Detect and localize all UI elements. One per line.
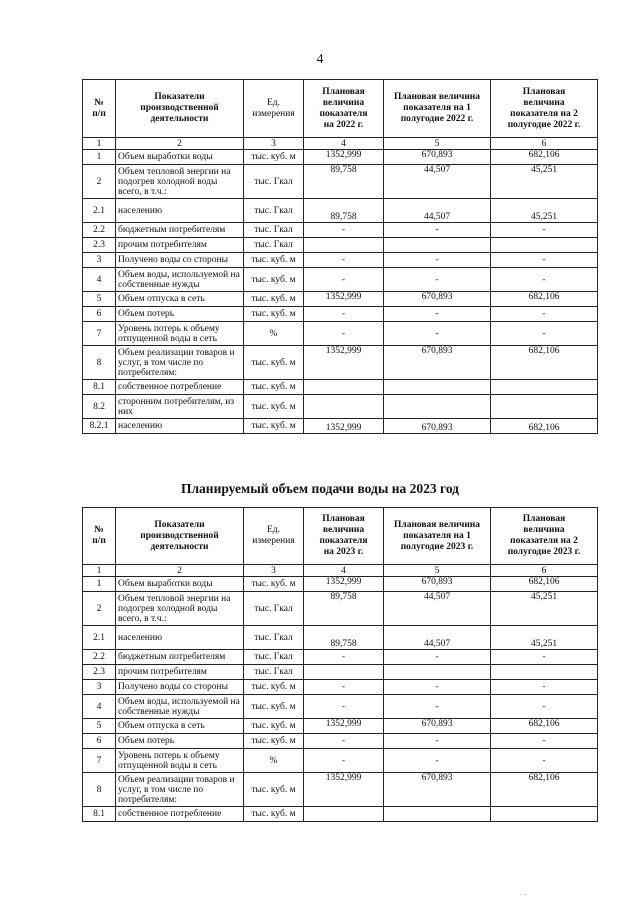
indicator-name: Объем воды, используемой на собственные нужды [116,268,244,292]
indicator-name: Уровень потерь к объему отпущенной воды в сеть [116,322,244,346]
table-row [83,749,598,773]
plan-value [304,238,384,253]
row-number: 8 [83,346,116,380]
header-line: полугодие 2023 г. [400,541,474,552]
column-index: 3 [244,138,304,150]
table-row [83,268,598,292]
unit-of-measure: тыс. Гкал [244,199,304,223]
indicator-name: собственное потребление [116,807,244,822]
table-row [83,695,598,719]
header-line: величина [523,97,565,108]
unit-of-measure: тыс. Гкал [244,238,304,253]
half2-value: 682,106 [491,150,598,165]
table-row [83,680,598,695]
unit-of-measure: % [244,749,304,773]
half2-value: 682,106 [491,719,598,734]
header-unit [244,80,304,138]
plan-value: - [304,223,384,238]
half1-value: - [384,268,491,292]
unit-of-measure: тыс. Гкал [244,650,304,665]
plan-value: - [304,322,384,346]
half2-value [491,665,598,680]
unit-of-measure: тыс. куб. м [244,292,304,307]
header-line: на 2023 г. [323,547,364,557]
unit-of-measure: тыс. куб. м [244,395,304,419]
section-title: Планируемый объем подачи воды на 2023 год [180,481,460,496]
column-index: 5 [384,138,491,150]
table-row [83,165,598,199]
table-row [83,380,598,395]
unit-of-measure: тыс. Гкал [244,165,304,199]
half1-value: 670,893 [384,346,491,380]
plan-value [304,395,384,419]
plan-value: 1352,999 [304,292,384,307]
half1-value: 670,893 [384,419,491,434]
plan-value: 1352,999 [304,150,384,165]
row-number: 5 [83,719,116,734]
indicator-name: собственное потребление [116,380,244,395]
header-line: деятельности [150,541,209,552]
row-number: 3 [83,680,116,695]
row-number: 5 [83,292,116,307]
header-line: Ед. [266,97,280,108]
header-line: Показатели [154,92,205,102]
half1-value: 670,893 [384,577,491,592]
indicator-name: Получено воды со стороны [116,680,244,695]
row-number: 1 [83,150,116,165]
table-row [83,346,598,380]
indicator-name: Уровень потерь к объему отпущенной воды в сеть [116,749,244,773]
plan-value: - [304,734,384,749]
unit-of-measure: тыс. куб. м [244,268,304,292]
table-row [83,253,598,268]
unit-of-measure: тыс. куб. м [244,734,304,749]
half2-value: - [491,307,598,322]
indicator-name: Объем тепловой энергии на подогрев холодной воды всего, в т.ч.: [116,165,244,199]
half2-value: 45,251 [491,199,598,223]
unit-of-measure: тыс. куб. м [244,307,304,322]
indicator-name: населению [116,419,244,434]
header-h1 [384,508,491,565]
row-number: 6 [83,734,116,749]
header-plan [304,508,384,565]
half1-value: - [384,749,491,773]
row-number: 8.2.1 [83,419,116,434]
table-row [83,719,598,734]
row-number: 8.1 [83,380,116,395]
column-index: 6 [491,138,598,150]
column-index: 3 [244,565,304,577]
header-unit [244,508,304,565]
row-number: 2.3 [83,238,116,253]
row-number: 2.2 [83,223,116,238]
plan-value: - [304,749,384,773]
row-number: 2 [83,165,116,199]
plan-value: 1352,999 [304,773,384,807]
indicators-table-2023 [82,507,598,822]
half1-value: 670,893 [384,773,491,807]
header-name [116,508,244,565]
table-row [83,577,598,592]
header-line: Плановая [522,86,566,97]
column-index-row [83,565,598,577]
indicator-name: прочим потребителям [116,238,244,253]
half1-value: - [384,734,491,749]
plan-value: - [304,268,384,292]
indicator-name: бюджетным потребителям [116,650,244,665]
header-line: на 2022 г. [323,119,364,130]
header-line: п/п [92,108,106,119]
table-row [83,592,598,626]
header-line: п/п [92,536,106,546]
unit-of-measure: тыс. куб. м [244,253,304,268]
header-line: величина [523,525,565,535]
plan-value: 89,758 [304,199,384,223]
header-line: полугодие 2022 г. [400,114,474,124]
header-h2 [491,80,598,138]
plan-value: 89,758 [304,592,384,626]
column-index: 1 [83,138,116,150]
unit-of-measure: тыс. Гкал [244,592,304,626]
indicator-name: Объем потерь [116,734,244,749]
indicator-name: Получено воды со стороны [116,253,244,268]
indicator-name: Объем реализации товаров и услуг, в том числе по потребителям: [116,346,244,380]
table-row [83,773,598,807]
half1-value [384,395,491,419]
header-line: № [94,525,104,535]
header-line: производственной [140,103,219,113]
half1-value [384,665,491,680]
unit-of-measure: % [244,322,304,346]
header-line: производственной [140,530,219,541]
unit-of-measure: тыс. куб. м [244,719,304,734]
table-row [83,419,598,434]
plan-value: - [304,253,384,268]
half1-value: 670,893 [384,150,491,165]
row-number: 2.1 [83,199,116,223]
plan-value [304,807,384,822]
table-row [83,199,598,223]
column-index: 5 [384,565,491,577]
half1-value: 44,507 [384,199,491,223]
half1-value: 44,507 [384,592,491,626]
indicator-name: Объем потерь [116,307,244,322]
half1-value [384,238,491,253]
indicator-name: Объем выработки воды [116,150,244,165]
half2-value: 45,251 [491,626,598,650]
header-h1 [384,80,491,138]
plan-value [304,380,384,395]
header-num [83,80,116,138]
header-line: измерения [252,536,295,546]
half1-value: 670,893 [384,292,491,307]
plan-value [304,665,384,680]
plan-value: - [304,695,384,719]
table-row [83,150,598,165]
half2-value: - [491,695,598,719]
header-line: № [94,97,104,108]
half2-value: - [491,734,598,749]
plan-value: - [304,680,384,695]
table-row [83,238,598,253]
half2-value: 682,106 [491,419,598,434]
header-line: полугодие 2022 г. [507,119,581,130]
header-line: показателя на 1 [403,103,471,113]
header-line: показателя на 2 [510,108,578,119]
header-line: Плановая [522,514,566,524]
row-number: 8.1 [83,807,116,822]
half2-value [491,380,598,395]
page-number: 4 [316,52,324,67]
header-line: Показатели [154,519,205,530]
header-line: величина [322,97,365,108]
column-index: 1 [83,565,116,577]
indicator-name: Объем отпуска в сеть [116,292,244,307]
half2-value: - [491,268,598,292]
plan-value: 89,758 [304,165,384,199]
header-line: Плановая [322,514,365,524]
unit-of-measure: тыс. куб. м [244,577,304,592]
row-number: 8.2 [83,395,116,419]
header-h2 [491,508,598,565]
table-row [83,307,598,322]
indicator-name: Объем тепловой энергии на подогрев холодной воды всего, в т.ч.: [116,592,244,626]
row-number: 2.1 [83,626,116,650]
plan-value: 89,758 [304,626,384,650]
header-line: показателя на 1 [403,530,471,541]
unit-of-measure: тыс. куб. м [244,419,304,434]
column-index: 4 [304,138,384,150]
row-number: 3 [83,253,116,268]
column-index: 2 [116,565,244,577]
column-index-row [83,138,598,150]
half2-value [491,238,598,253]
header-line: деятельности [150,114,209,124]
header-line: показателя на 2 [510,536,578,546]
indicator-name: Объем выработки воды [116,577,244,592]
table-row [83,650,598,665]
indicators-table-2022 [82,79,598,434]
indicator-name: Объем отпуска в сеть [116,719,244,734]
unit-of-measure: тыс. Гкал [244,626,304,650]
header-line: показателя [319,108,368,119]
column-index: 4 [304,565,384,577]
table-row [83,395,598,419]
header-row [83,508,598,565]
plan-value: 1352,999 [304,346,384,380]
half1-value: - [384,650,491,665]
indicator-name: прочим потребителям [116,665,244,680]
row-number: 8 [83,773,116,807]
unit-of-measure: тыс. куб. м [244,807,304,822]
header-row [83,80,598,138]
column-index: 6 [491,565,598,577]
half1-value [384,807,491,822]
plan-value: 1352,999 [304,719,384,734]
indicator-name: населению [116,199,244,223]
indicator-name: Объем воды, используемой на собственные нужды [116,695,244,719]
indicator-name: бюджетным потребителям [116,223,244,238]
table-row [83,665,598,680]
half2-value [491,395,598,419]
unit-of-measure: тыс. Гкал [244,665,304,680]
table-row [83,626,598,650]
row-number: 2.2 [83,650,116,665]
half2-value: 682,106 [491,577,598,592]
footer-mark: . . [520,888,526,897]
unit-of-measure: тыс. куб. м [244,346,304,380]
half1-value: - [384,253,491,268]
table-row [83,807,598,822]
row-number: 1 [83,577,116,592]
half1-value: - [384,695,491,719]
half1-value: 44,507 [384,165,491,199]
half2-value: 682,106 [491,773,598,807]
plan-value: - [304,650,384,665]
header-line: Плановая [322,86,365,97]
header-line: измерения [252,108,295,119]
table-row [83,223,598,238]
header-line: Ед. [266,525,280,535]
half1-value: 670,893 [384,719,491,734]
table-row [83,292,598,307]
half2-value: 682,106 [491,292,598,307]
plan-value: - [304,307,384,322]
half2-value: 45,251 [491,165,598,199]
half2-value: - [491,322,598,346]
indicator-name: населению [116,626,244,650]
half2-value: - [491,749,598,773]
header-line: показателя [319,536,368,546]
plan-value: 1352,999 [304,419,384,434]
row-number: 7 [83,749,116,773]
header-num [83,508,116,565]
unit-of-measure: тыс. куб. м [244,680,304,695]
header-name [116,80,244,138]
column-index: 2 [116,138,244,150]
row-number: 2 [83,592,116,626]
header-plan [304,80,384,138]
half2-value: 45,251 [491,592,598,626]
unit-of-measure: тыс. куб. м [244,150,304,165]
row-number: 4 [83,695,116,719]
half1-value [384,380,491,395]
unit-of-measure: тыс. куб. м [244,773,304,807]
indicator-name: сторонним потребителям, из них [116,395,244,419]
unit-of-measure: тыс. куб. м [244,380,304,395]
unit-of-measure: тыс. куб. м [244,695,304,719]
half1-value: 44,507 [384,626,491,650]
plan-value: 1352,999 [304,577,384,592]
half2-value: 682,106 [491,346,598,380]
row-number: 2.3 [83,665,116,680]
row-number: 4 [83,268,116,292]
half1-value: - [384,223,491,238]
header-line: Плановая величина [393,519,481,530]
table-row [83,322,598,346]
half2-value: - [491,680,598,695]
half1-value: - [384,680,491,695]
header-line: полугодие 2023 г. [507,547,581,557]
row-number: 7 [83,322,116,346]
header-line: величина [322,525,365,535]
indicator-name: Объем реализации товаров и услуг, в том числе по потребителям: [116,773,244,807]
half2-value: - [491,253,598,268]
table-row [83,734,598,749]
half2-value: - [491,650,598,665]
header-line: Плановая величина [393,92,481,102]
row-number: 6 [83,307,116,322]
half1-value: - [384,307,491,322]
half2-value: - [491,223,598,238]
half2-value [491,807,598,822]
half1-value: - [384,322,491,346]
unit-of-measure: тыс. Гкал [244,223,304,238]
